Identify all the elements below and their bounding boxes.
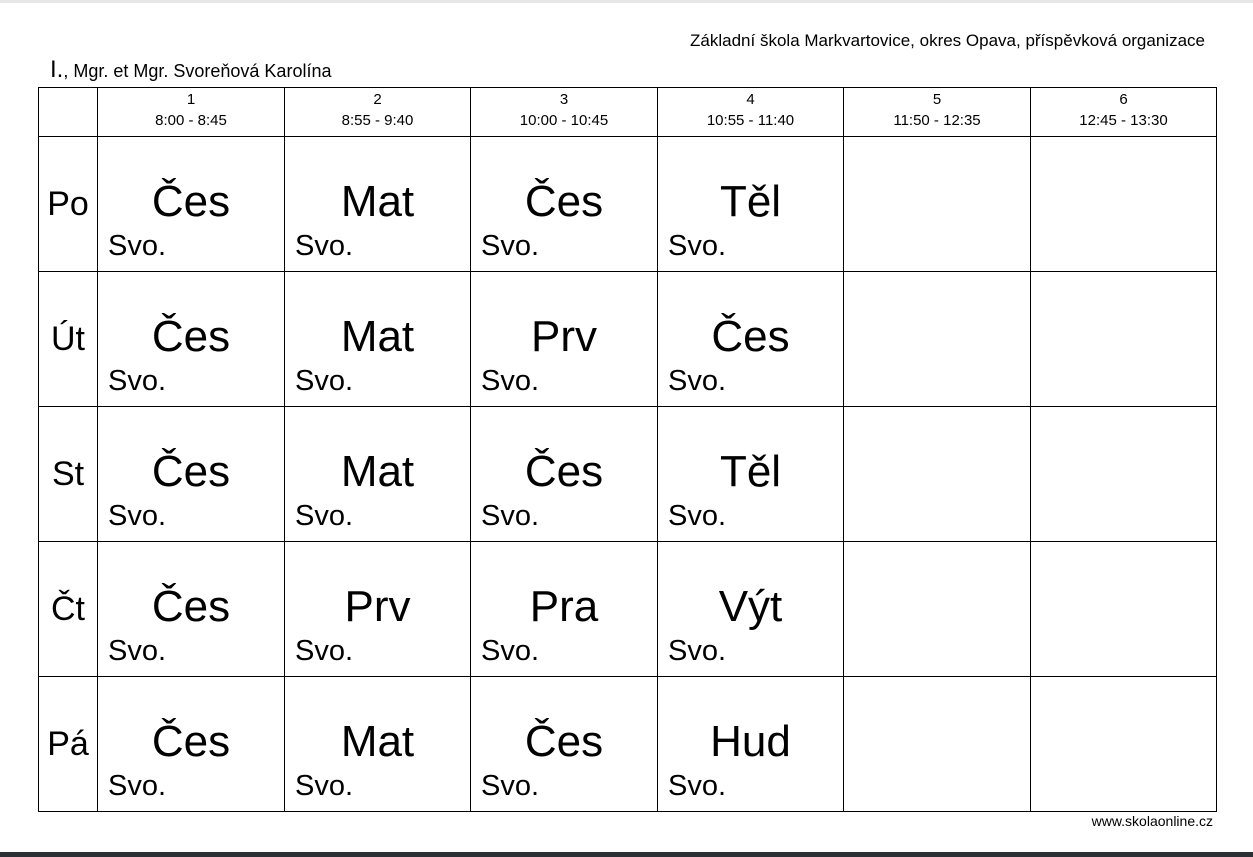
corner-cell — [39, 88, 98, 137]
lesson-subject: Výt — [718, 582, 783, 631]
period-time: 11:50 - 12:35 — [893, 112, 981, 129]
lesson-cell — [844, 542, 1031, 677]
lesson-teacher: Svo. — [668, 770, 727, 802]
lesson-subject: Čes — [524, 447, 604, 496]
lesson-cell — [285, 542, 471, 677]
day-row — [39, 407, 1217, 542]
lesson-subject: Těl — [719, 177, 782, 226]
bottom-bar — [0, 852, 1253, 857]
lesson-teacher: Svo. — [295, 500, 354, 532]
lesson-cell — [1031, 677, 1217, 812]
lesson-cell — [471, 542, 658, 677]
lesson-cell — [658, 542, 844, 677]
lesson-subject: Čes — [151, 582, 231, 631]
lesson-cell — [98, 137, 285, 272]
lesson-subject: Čes — [711, 312, 790, 361]
day-row — [39, 677, 1217, 812]
period-number: 4 — [746, 91, 755, 108]
lesson-teacher: Svo. — [108, 230, 167, 262]
class-header — [50, 56, 331, 84]
lesson-teacher: Svo. — [108, 770, 167, 802]
period-time: 10:00 - 10:45 — [519, 112, 609, 129]
lesson-cell — [844, 137, 1031, 272]
lesson-cell — [658, 137, 844, 272]
lesson-cell — [844, 407, 1031, 542]
lesson-teacher: Svo. — [481, 365, 540, 397]
lesson-subject: Mat — [340, 717, 415, 766]
period-time: 12:45 - 13:30 — [1079, 112, 1168, 129]
day-label: Út — [39, 272, 98, 407]
lesson-teacher: Svo. — [108, 635, 167, 667]
period-header — [658, 88, 844, 137]
day-label: Pá — [39, 677, 98, 812]
lesson-cell — [658, 272, 844, 407]
lesson-teacher: Svo. — [481, 770, 540, 802]
class-name: I. — [50, 56, 64, 83]
lesson-teacher: Svo. — [668, 230, 727, 262]
footer-url[interactable]: www.skolaonline.cz — [1091, 813, 1213, 829]
lesson-subject: Čes — [151, 447, 231, 496]
lesson-cell — [844, 272, 1031, 407]
period-time: 8:00 - 8:45 — [155, 112, 227, 129]
lesson-cell — [471, 272, 658, 407]
lesson-subject: Mat — [340, 177, 415, 226]
lesson-teacher: Svo. — [668, 500, 727, 532]
day-row — [39, 137, 1217, 272]
lesson-teacher: Svo. — [295, 230, 354, 262]
period-header — [1031, 88, 1217, 137]
lesson-subject: Čes — [151, 717, 231, 766]
lesson-subject: Pra — [529, 582, 599, 631]
lesson-subject: Prv — [531, 312, 597, 361]
lesson-teacher: Svo. — [295, 770, 354, 802]
lesson-teacher: Svo. — [668, 635, 727, 667]
lesson-cell — [471, 407, 658, 542]
period-time: 8:55 - 9:40 — [341, 112, 414, 129]
lesson-subject: Čes — [151, 177, 231, 226]
lesson-teacher: Svo. — [108, 500, 167, 532]
top-border — [0, 0, 1253, 3]
day-label: St — [39, 407, 98, 542]
lesson-cell — [98, 542, 285, 677]
lesson-cell — [1031, 542, 1217, 677]
period-header — [285, 88, 471, 137]
lesson-teacher: Svo. — [668, 365, 727, 397]
lesson-cell — [285, 407, 471, 542]
lesson-subject: Mat — [340, 447, 415, 496]
lesson-subject: Prv — [344, 582, 411, 631]
school-name: Základní škola Markvartovice, okres Opava, příspěvková organizace — [690, 31, 1205, 50]
lesson-cell — [1031, 407, 1217, 542]
period-header — [98, 88, 285, 137]
lesson-teacher: Svo. — [481, 635, 540, 667]
lesson-cell — [98, 407, 285, 542]
period-time: 10:55 - 11:40 — [706, 112, 795, 129]
lesson-teacher: Svo. — [108, 365, 167, 397]
lesson-cell — [285, 137, 471, 272]
lesson-teacher: Svo. — [295, 635, 354, 667]
day-row — [39, 272, 1217, 407]
lesson-cell — [844, 677, 1031, 812]
lesson-subject: Čes — [151, 312, 231, 361]
lesson-subject: Čes — [524, 717, 604, 766]
period-number: 5 — [932, 91, 942, 108]
lesson-cell — [471, 137, 658, 272]
period-header — [471, 88, 658, 137]
period-header — [844, 88, 1031, 137]
timetable — [38, 87, 1217, 812]
day-label: Po — [39, 137, 98, 272]
lesson-cell — [98, 272, 285, 407]
lesson-cell — [285, 677, 471, 812]
lesson-subject: Čes — [524, 177, 604, 226]
period-number: 6 — [1119, 91, 1128, 108]
class-teacher: , Mgr. et Mgr. Svoreňová Karolína — [63, 61, 332, 81]
lesson-cell — [98, 677, 285, 812]
lesson-subject: Hud — [710, 717, 791, 766]
lesson-teacher: Svo. — [481, 230, 540, 262]
day-label: Čt — [39, 542, 98, 677]
period-number: 1 — [186, 91, 196, 108]
lesson-cell — [1031, 272, 1217, 407]
lesson-cell — [658, 677, 844, 812]
lesson-teacher: Svo. — [295, 365, 354, 397]
lesson-subject: Mat — [340, 312, 415, 361]
lesson-subject: Těl — [719, 447, 782, 496]
lesson-cell — [285, 272, 471, 407]
lesson-cell — [658, 407, 844, 542]
lesson-cell — [1031, 137, 1217, 272]
period-number: 2 — [373, 91, 382, 108]
period-number: 3 — [559, 91, 569, 108]
lesson-cell — [471, 677, 658, 812]
lesson-teacher: Svo. — [481, 500, 540, 532]
day-row — [39, 542, 1217, 677]
period-header-row — [39, 88, 1217, 137]
